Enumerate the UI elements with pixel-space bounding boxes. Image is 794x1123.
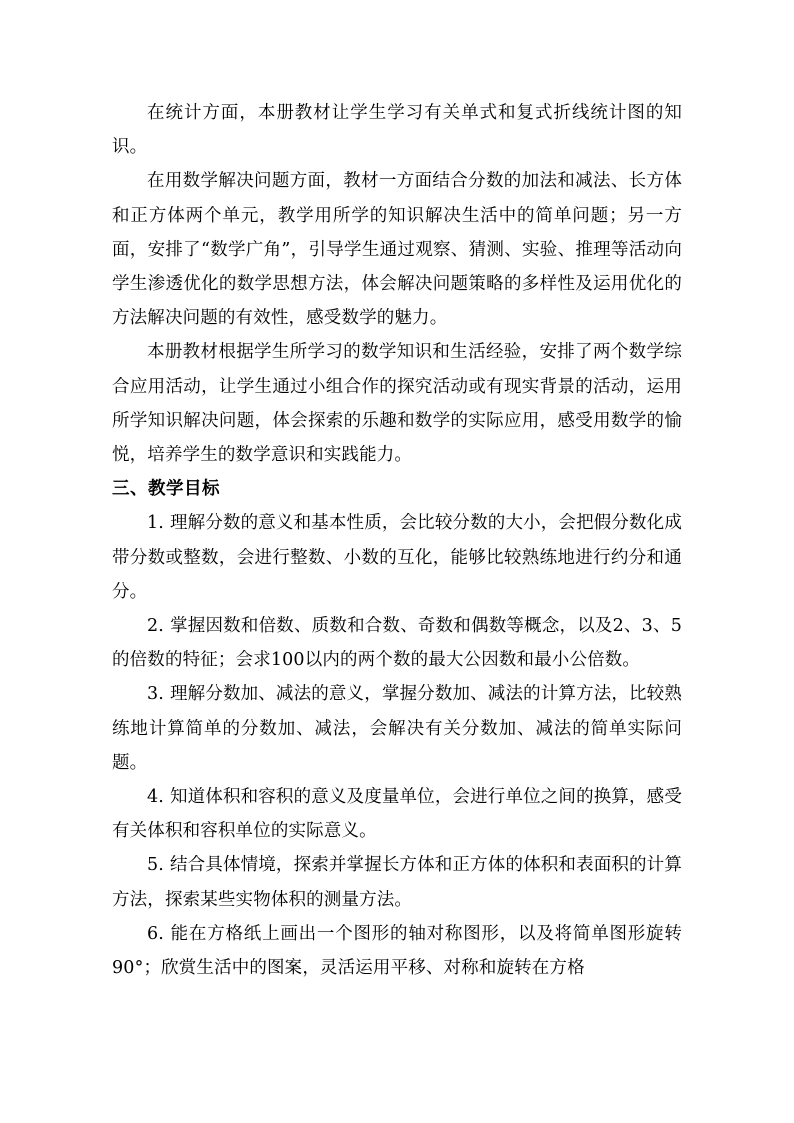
goal-number: 1.: [147, 513, 164, 534]
goal-text: 结合具体情境，探索并掌握长方体和正方体的体积和表面积的计算方法，探索某些实物体积的测量方法。: [112, 855, 682, 910]
goal-item-5: [112, 848, 682, 916]
goal-text: 知道体积和容积的意义及度量单位，会进行单位之间的换算，感受有关体积和容积单位的实际意义。: [112, 787, 682, 842]
goal-item-6: [112, 917, 682, 985]
goal-text: 能在方格纸上画出一个图形的轴对称图形，以及将简单图形旋转90°；欣赏生活中的图案，灵活运用平移、对称和旋转在方格: [112, 923, 682, 979]
paragraph-statistics: 在统计方面，本册教材让学生学习有关单式和复式折线统计图的知识。: [112, 103, 682, 158]
goal-number: 5.: [147, 855, 164, 876]
goal-number: 4.: [147, 787, 164, 808]
goal-number: 6.: [147, 923, 164, 944]
goal-item-1: [112, 506, 682, 609]
goal-text: 理解分数加、减法的意义，掌握分数加、减法的计算方法，比较熟练地计算简单的分数加、减法，会解决有关分数加、减法的简单实际问题。: [112, 684, 682, 773]
goal-text: 理解分数的意义和基本性质，会比较分数的大小，会把假分数化成带分数或整数，会进行整数、小数的互化，能够比较熟练地进行约分和通分。: [112, 513, 682, 602]
goal-item-4: [112, 780, 682, 848]
document-body: [112, 96, 682, 985]
goal-text: 掌握因数和倍数、质数和合数、奇数和偶数等概念，以及2、3、5的倍数的特征；会求100以内的两个数的最大公因数和最小公倍数。: [112, 616, 682, 671]
paragraph-applied-activities: 本册教材根据学生所学习的数学知识和生活经验，安排了两个数学综合应用活动，让学生通过小组合作的探究活动或有现实背景的活动，运用所学知识解决问题，体会探索的乐趣和数学的实际应用，感受用数学的愉悦，培养学生的数学意识和实践能力。: [112, 342, 682, 466]
paragraph-problem-solving: 在用数学解决问题方面，教材一方面结合分数的加法和减法、长方体和正方体两个单元，教学用所学的知识解决生活中的简单问题；另一方面，安排了“数学广角”，引导学生通过观察、猜测、实验、推理等活动向学生渗透优化的数学思想方法，体会解决问题策略的多样性及运用优化的方法解决问题的有效性，感受数学的魅力。: [112, 171, 682, 329]
goal-number: 3.: [147, 684, 164, 705]
goal-number: 2.: [147, 616, 164, 637]
goal-item-3: [112, 677, 682, 780]
section-heading: 三、教学目标: [112, 479, 220, 500]
goal-item-2: [112, 609, 682, 677]
